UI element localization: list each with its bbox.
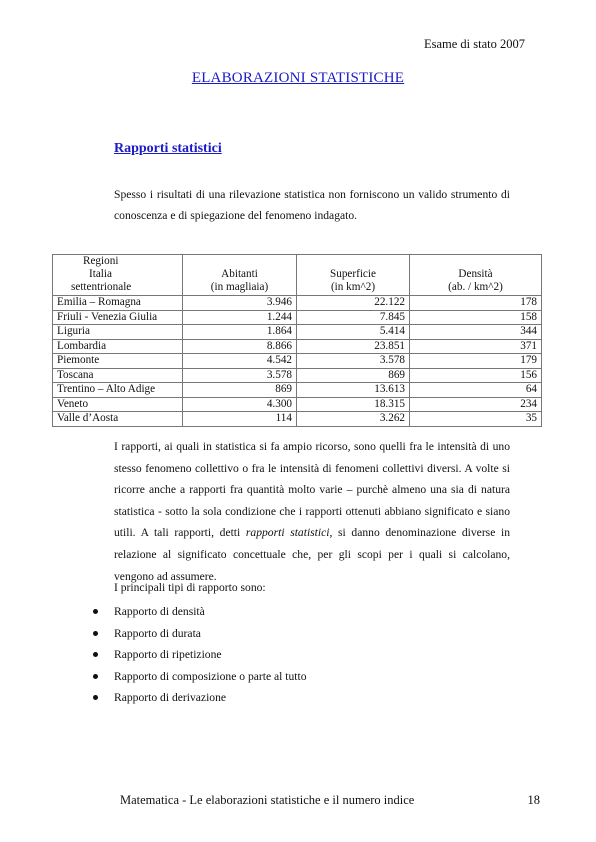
header-line: (in magliaia) xyxy=(210,281,269,293)
bullet-icon xyxy=(93,652,98,657)
ratio-types-list xyxy=(0,601,307,709)
header-line: (ab. / km^2) xyxy=(448,281,503,293)
bullet-icon xyxy=(93,631,98,636)
list-item xyxy=(0,623,307,645)
table-row xyxy=(53,397,542,412)
page-title: ELABORAZIONI STATISTICHE xyxy=(191,70,405,86)
table-row xyxy=(53,310,542,325)
header-right: Esame di stato 2007 xyxy=(423,37,525,51)
cell-superficie: 3.262 xyxy=(297,412,410,427)
cell-superficie: 22.122 xyxy=(297,296,410,311)
cell-densita: 179 xyxy=(410,354,542,369)
header-line: Superficie xyxy=(330,268,376,280)
list-item-label: Rapporto di ripetizione xyxy=(114,648,222,661)
table-header-row xyxy=(53,255,542,296)
cell-region: Veneto xyxy=(53,397,183,412)
cell-region: Liguria xyxy=(53,325,183,340)
list-item-label: Rapporto di durata xyxy=(114,626,201,640)
cell-region: Piemonte xyxy=(53,354,183,369)
bullet-icon xyxy=(93,695,98,700)
cell-superficie: 13.613 xyxy=(297,383,410,398)
list-item xyxy=(0,687,307,709)
section-title: Rapporti statistici xyxy=(114,141,222,156)
table-row xyxy=(53,339,542,354)
header-line: Regioni xyxy=(83,255,119,267)
table-row xyxy=(53,383,542,398)
intro-paragraph: Spesso i risultati di una rilevazione statistica non forniscono un valido strumento di conoscenza e di spiegazione del fenomeno indagato. xyxy=(114,188,510,222)
cell-densita: 156 xyxy=(410,368,542,383)
cell-densita: 178 xyxy=(410,296,542,311)
cell-region: Toscana xyxy=(53,368,183,383)
table-row xyxy=(53,325,542,340)
cell-densita: 344 xyxy=(410,325,542,340)
cell-densita: 158 xyxy=(410,310,542,325)
body-text-part: , si danno denominazione diverse in relazione al significato concettuale che, per gli scopi per i quali si calcolano, vengono ad assumere. xyxy=(114,526,510,583)
cell-superficie: 18.315 xyxy=(297,397,410,412)
list-item-label: Rapporto di densità xyxy=(114,605,205,618)
cell-superficie: 3.578 xyxy=(297,354,410,369)
cell-abitanti: 8.866 xyxy=(183,339,297,354)
table-row xyxy=(53,412,542,427)
cell-region: Lombardia xyxy=(53,339,183,354)
header-regioni xyxy=(53,255,183,296)
list-item-label: Rapporto di derivazione xyxy=(114,691,227,704)
header-densita xyxy=(410,255,542,296)
body-paragraph xyxy=(114,436,510,587)
header-superficie xyxy=(297,255,410,296)
bullet-icon xyxy=(93,674,98,679)
body-text xyxy=(114,436,510,587)
cell-region: Valle d’Aosta xyxy=(53,412,183,427)
header-line: Densità xyxy=(458,268,493,280)
cell-abitanti: 114 xyxy=(183,412,297,427)
cell-abitanti: 3.578 xyxy=(183,368,297,383)
cell-superficie: 23.851 xyxy=(297,339,410,354)
header-line: settentrionale xyxy=(71,281,132,293)
cell-densita: 64 xyxy=(410,383,542,398)
list-item xyxy=(0,644,307,666)
cell-abitanti: 1.864 xyxy=(183,325,297,340)
header-line: Abitanti xyxy=(221,268,258,280)
cell-densita: 35 xyxy=(410,412,542,427)
cell-abitanti: 869 xyxy=(183,383,297,398)
list-item xyxy=(0,666,307,688)
cell-abitanti: 4.542 xyxy=(183,354,297,369)
cell-region: Friuli - Venezia Giulia xyxy=(53,310,183,325)
cell-densita: 234 xyxy=(410,397,542,412)
list-intro: I principali tipi di rapporto sono: xyxy=(114,581,266,594)
page-number: 18 xyxy=(527,793,540,807)
footer-text: Matematica - Le elaborazioni statistiche e il numero indice xyxy=(120,793,415,807)
list-item xyxy=(0,601,307,623)
table-row xyxy=(53,296,542,311)
header-abitanti xyxy=(183,255,297,296)
cell-superficie: 7.845 xyxy=(297,310,410,325)
table-row xyxy=(53,368,542,383)
bullet-icon xyxy=(93,609,98,614)
cell-superficie: 5.414 xyxy=(297,325,410,340)
header-line: Italia xyxy=(89,268,112,280)
body-text-part: I rapporti, ai quali in statistica si fa ampio ricorso, sono quelli fra le intensità di uno stesso fenomeno collettivo o fra le intensità di fenomeni collettivi diversi. A volte si ricorre anche a rapporti fra quantità molto varie – purchè almeno una sia di natura statistica - sotto la sola condizione che i rapporti ottenuti abbiano significato e siano utili. A tali rapporti, detti xyxy=(114,440,510,540)
body-italic-term: rapporti statistici xyxy=(245,526,330,540)
cell-superficie: 869 xyxy=(297,368,410,383)
header-line: (in km^2) xyxy=(330,281,376,293)
cell-densita: 371 xyxy=(410,339,542,354)
cell-region: Trentino – Alto Adige xyxy=(53,383,183,398)
cell-region: Emilia – Romagna xyxy=(53,296,183,311)
regions-table xyxy=(52,254,542,427)
table-row xyxy=(53,354,542,369)
list-item-label: Rapporto di composizione o parte al tutto xyxy=(114,669,307,683)
cell-abitanti: 1.244 xyxy=(183,310,297,325)
cell-abitanti: 4.300 xyxy=(183,397,297,412)
cell-abitanti: 3.946 xyxy=(183,296,297,311)
